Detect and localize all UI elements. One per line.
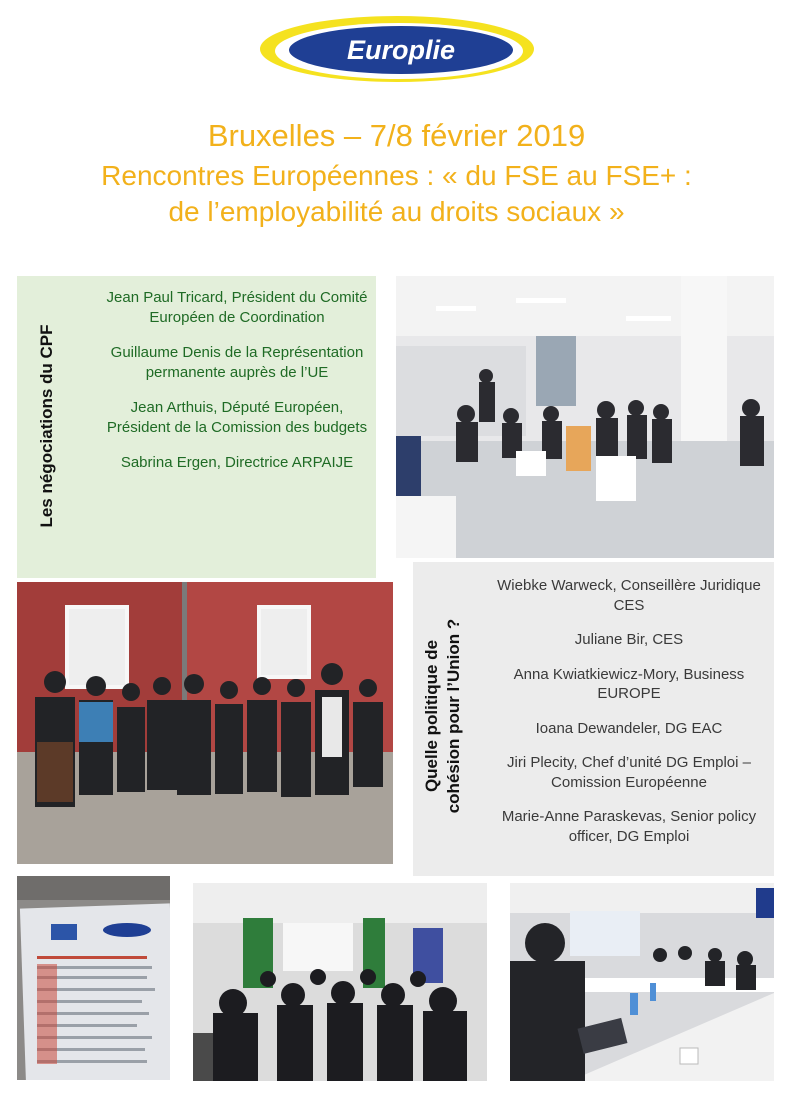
speaker-item: Guillaume Denis de la Représentation permanente auprès de l’UE [110, 344, 364, 381]
speaker-item: Marie-Anne Paraskevas, Senior policy officer, DG Emploi [501, 808, 757, 845]
cpf-negotiations-panel [17, 276, 376, 578]
cohesion-policy-panel [413, 562, 774, 876]
program-sheet-photo [17, 876, 170, 1080]
event-title: Bruxelles – 7/8 février 2019 [207, 118, 586, 153]
cpf-speaker-list [103, 288, 371, 488]
speaker-item: Anna Kwiatkiewicz-Mory, Business EUROPE [513, 665, 745, 702]
audience-photo [193, 883, 487, 1081]
meeting-table-photo [510, 883, 774, 1081]
speaker-item: Jean Arthuis, Député Européen, Président de la Comission des budgets [106, 399, 368, 436]
cohesion-label-line2: cohésion pour l’Union ? [444, 618, 463, 814]
europlie-logo [258, 14, 536, 84]
speaker-item: Jean Paul Tricard, Président du Comité Européen de Coordination [106, 289, 368, 326]
logo-text: Europlie [346, 35, 456, 65]
speaker-item: Sabrina Ergen, Directrice ARPAIJE [120, 454, 354, 471]
cohesion-panel-label [421, 606, 465, 826]
speaker-item: Jiri Plecity, Chef d’unité DG Emploi – Comission Européenne [507, 754, 751, 791]
event-subtitle-line2: de l’employabilité au droits sociaux » [168, 196, 625, 227]
speaker-item: Wiebke Warweck, Conseillère Juridique CES [497, 577, 761, 614]
group-photo [17, 582, 393, 864]
speaker-item: Juliane Bir, CES [574, 631, 684, 648]
conference-room-photo [396, 276, 774, 558]
speaker-item: Ioana Dewandeler, DG EAC [535, 719, 723, 737]
cohesion-speaker-list [489, 576, 769, 861]
cohesion-label-line1: Quelle politique de [422, 639, 441, 793]
cpf-panel-label: Les négociations du CPF [37, 324, 56, 528]
event-subtitle-line1: Rencontres Européennes : « du FSE au FSE+ : [101, 160, 692, 191]
